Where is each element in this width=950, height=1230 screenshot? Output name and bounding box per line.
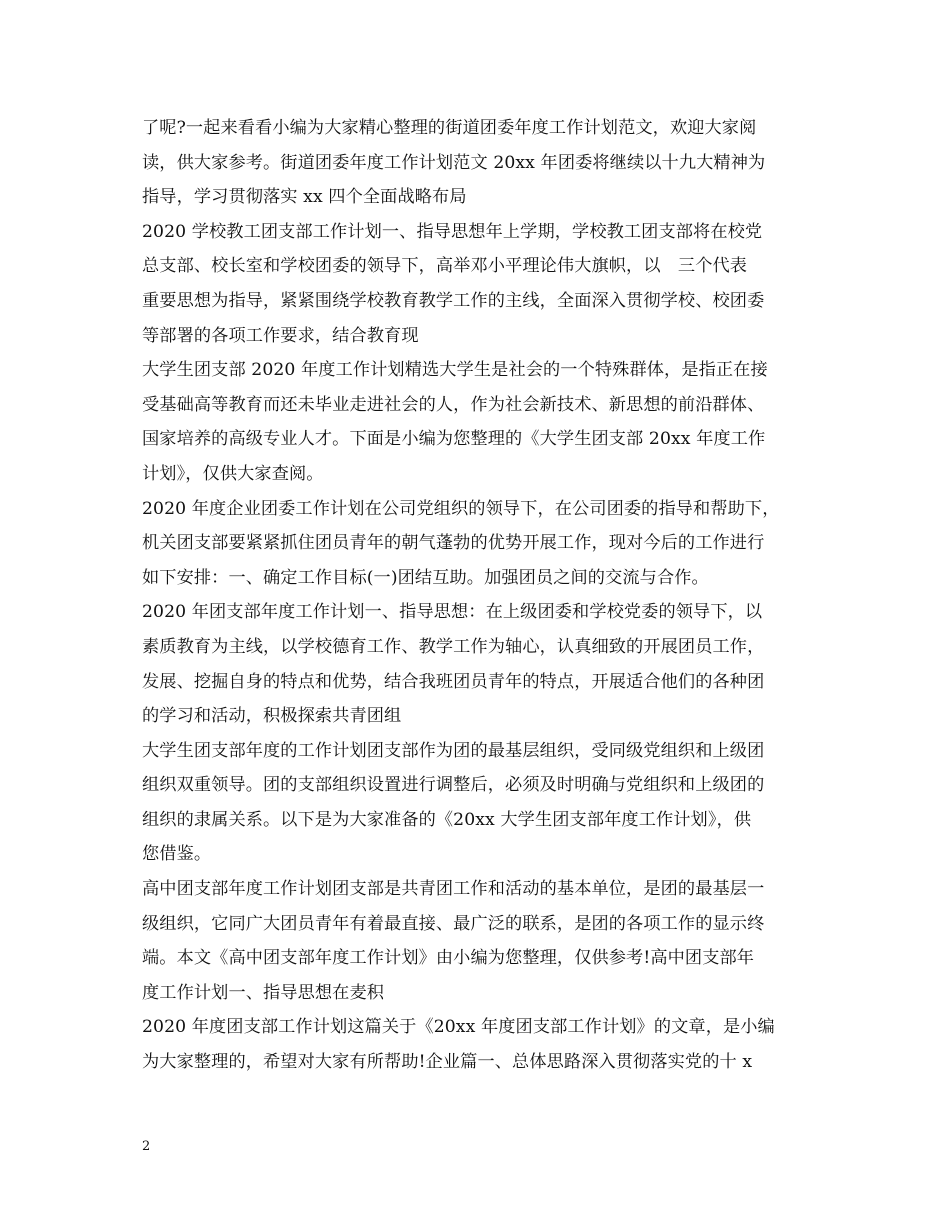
text-line: 端。本文《高中团支部年度工作计划》由小编为您整理，仅供参考!高中团支部年: [142, 948, 755, 969]
text-line: 2020 学校教工团支部工作计划一、指导思想年上学期，学校教工团支部将在校党: [142, 221, 763, 242]
text-line: 组织的隶属关系。以下是为大家准备的《20xx 大学生团支部年度工作计划》，供: [142, 809, 752, 830]
text-line: 重要思想为指导，紧紧围绕学校教育教学工作的主线，全面深入贯彻学校、校团委: [142, 290, 765, 311]
text-line: 机关团支部要紧紧抓住团员青年的朝气蓬勃的优势开展工作，现对今后的工作进行: [142, 533, 765, 554]
text-line: 2020 年度团支部工作计划这篇关于《20xx 年度团支部工作计划》的文章，是小编: [142, 1017, 775, 1038]
text-line: 如下安排：一、确定工作目标(一)团结互助。加强团员之间的交流与合作。: [142, 567, 709, 588]
text-line: 大学生团支部 2020 年度工作计划精选大学生是社会的一个特殊群体，是指正在接: [142, 360, 768, 381]
document-body: [142, 111, 818, 1080]
text-line: 受基础高等教育而还未毕业走进社会的人，作为社会新技术、新思想的前沿群体、: [142, 394, 765, 415]
text-line: 2020 年团支部年度工作计划一、指导思想：在上级团委和学校党委的领导下，以: [142, 602, 763, 623]
text-line: 高中团支部年度工作计划团支部是共青团工作和活动的基本单位，是团的最基层一: [142, 879, 765, 900]
text-line: 组织双重领导。团的支部组织设置进行调整后，必须及时明确与党组织和上级团的: [142, 775, 765, 796]
text-line: 您借鉴。: [142, 844, 212, 865]
text-line: 级组织，它同广大团员青年有着最直接、最广泛的联系，是团的各项工作的显示终: [142, 913, 765, 934]
text-line: 总支部、校长室和学校团委的领导下，高举邓小平理论伟大旗帜，以 三个代表: [142, 256, 748, 277]
text-line: 度工作计划一、指导思想在麦积: [142, 982, 385, 1003]
text-line: 读，供大家参考。街道团委年度工作计划范文 20xx 年团委将继续以十九大精神为: [142, 152, 766, 173]
text-line: 2020 年度企业团委工作计划在公司党组织的领导下，在公司团委的指导和帮助下，: [142, 498, 780, 519]
text-line: 为大家整理的，希望对大家有所帮助!企业篇一、总体思路深入贯彻落实党的十 x: [142, 1052, 753, 1073]
text-line: 大学生团支部年度的工作计划团支部作为团的最基层组织，受同级党组织和上级团: [142, 740, 765, 761]
text-line: 的学习和活动，积极探索共青团组: [142, 706, 402, 727]
text-line: 指导，学习贯彻落实 xx 四个全面战略布局: [142, 187, 467, 208]
text-line: 计划》，仅供大家查阅。: [142, 463, 324, 484]
text-line: 素质教育为主线，以学校德育工作、教学工作为轴心，认真细致的开展团员工作，: [142, 636, 765, 657]
text-line: 国家培养的高级专业人才。下面是小编为您整理的《大学生团支部 20xx 年度工作: [142, 429, 766, 450]
text-line: 了呢?一起来看看小编为大家精心整理的街道团委年度工作计划范文，欢迎大家阅: [142, 118, 757, 138]
page-number: 2: [142, 1139, 151, 1154]
text-line: 等部署的各项工作要求，结合教育现: [142, 325, 419, 346]
text-line: 发展、挖掘自身的特点和优势，结合我班团员青年的特点，开展适合他们的各种团: [142, 671, 765, 692]
